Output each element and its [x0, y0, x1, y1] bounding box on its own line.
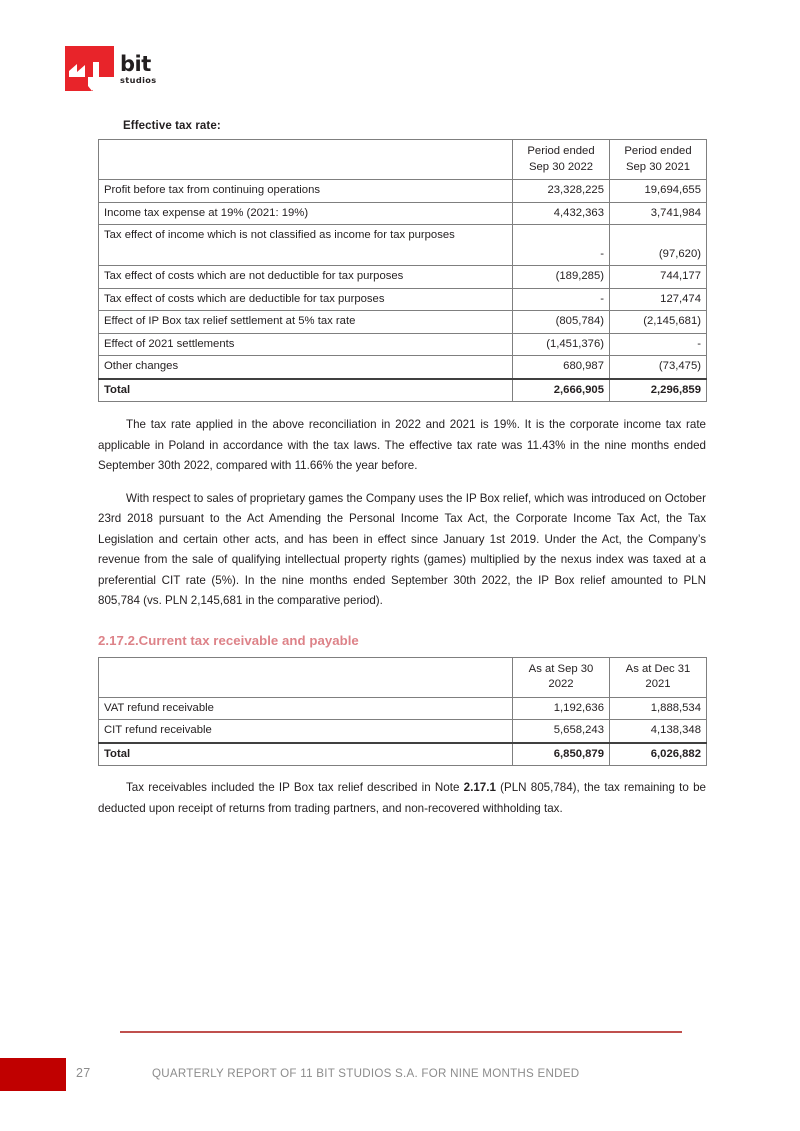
total-value-2021: 6,026,882	[610, 743, 707, 766]
footer-report-title: QUARTERLY REPORT OF 11 BIT STUDIOS S.A. FOR NINE MONTHS ENDED	[152, 1067, 580, 1080]
header-period-2022-line2: Sep 30 2022	[528, 160, 594, 173]
row-value-2021: 3,741,984	[610, 202, 707, 225]
header-as-at-dec-2021-line2: 2021	[645, 678, 671, 690]
row-label: VAT refund receivable	[99, 697, 513, 720]
logo-studios-text: studios	[120, 75, 157, 85]
row-value-2021: 127,474	[610, 288, 707, 311]
row-label: Effect of IP Box tax relief settlement at 5% tax rate	[99, 311, 513, 334]
row-value-2021: -	[610, 333, 707, 356]
table-total-row	[99, 379, 707, 402]
table-header-row	[99, 657, 707, 697]
row-label: Other changes	[99, 356, 513, 379]
note-reference-2-17-1: 2.17.1	[463, 781, 496, 794]
row-value-2022: (1,451,376)	[513, 333, 610, 356]
footer-page-number: 27	[76, 1066, 91, 1080]
table-row	[99, 311, 707, 334]
row-value-2022: -	[513, 225, 610, 266]
total-value-2021: 2,296,859	[610, 379, 707, 402]
row-value-2022: 5,658,243	[513, 720, 610, 743]
current-tax-receivable-table	[98, 657, 707, 767]
table-row	[99, 333, 707, 356]
row-label: Tax effect of costs which are not deductible for tax purposes	[99, 266, 513, 289]
effective-tax-rate-table	[98, 139, 707, 402]
row-value-2021: 1,888,534	[610, 697, 707, 720]
header-period-2022	[513, 140, 610, 180]
table-total-row	[99, 743, 707, 766]
paragraph-ip-box-relief: With respect to sales of proprietary games the Company uses the IP Box relief, which was introduced on October 23rd 2018 pursuant to the Act Amending the Personal Income Tax Act, the Corporate Income Tax Act, the Tax Legislation and certain other acts, and has been in effect since January 1st 2019. Under the Act, the Company’s revenue from the sale of qualifying intellectual property rights (games) multiplied by the nexus index was taxed at a preferential CIT rate (5%). In the nine months ended September 30th 2022, the IP Box relief amounted to PLN 805,784 (vs. PLN 2,145,681 in the comparative period).	[98, 491, 706, 607]
total-label: Total	[99, 379, 513, 402]
table-row	[99, 180, 707, 203]
paragraph-tax-receivables-part1: Tax receivables included the IP Box tax relief described in Note	[126, 781, 464, 794]
total-value-2022: 2,666,905	[513, 379, 610, 402]
row-value-2022: (189,285)	[513, 266, 610, 289]
company-logo	[63, 46, 158, 98]
11-bit-studios-logo-mark	[63, 46, 116, 91]
header-period-2022-line1: Period ended	[527, 145, 595, 157]
row-label: Effect of 2021 settlements	[99, 333, 513, 356]
row-value-2021: 744,177	[610, 266, 707, 289]
row-value-2021: 4,138,348	[610, 720, 707, 743]
header-blank	[99, 140, 513, 180]
logo-wordmark	[120, 52, 168, 85]
table-row	[99, 697, 707, 720]
table-header-row	[99, 140, 707, 180]
logo-bit-text: bit	[120, 52, 151, 76]
row-value-2021: (2,145,681)	[610, 311, 707, 334]
section-heading-2-17-2: 2.17.2.Current tax receivable and payable	[98, 632, 359, 648]
effective-tax-rate-label: Effective tax rate:	[123, 120, 221, 132]
row-value-2021: (73,475)	[610, 356, 707, 379]
table-row	[99, 720, 707, 743]
row-label: Tax effect of income which is not classified as income for tax purposes	[99, 225, 513, 266]
footer-separator-rule	[120, 1031, 682, 1033]
table-row	[99, 202, 707, 225]
row-value-2022: (805,784)	[513, 311, 610, 334]
row-label: Profit before tax from continuing operations	[99, 180, 513, 203]
row-value-2022: 4,432,363	[513, 202, 610, 225]
header-as-at-sep-2022-line2: 2022	[548, 678, 574, 690]
row-value-2022: 23,328,225	[513, 180, 610, 203]
header-period-2021-line2: Sep 30 2021	[625, 160, 691, 173]
row-label: Tax effect of costs which are deductible for tax purposes	[99, 288, 513, 311]
footer-red-block	[0, 1058, 66, 1091]
total-value-2022: 6,850,879	[513, 743, 610, 766]
paragraph-tax-receivables-part2: (PLN 805,784), the tax remaining to be deducted upon receipt of returns from trading partners, and non-recovered withholding tax.	[98, 781, 706, 815]
header-as-at-dec-2021	[610, 657, 707, 697]
table-row	[99, 266, 707, 289]
row-value-2022: -	[513, 288, 610, 311]
header-as-at-sep-2022-line1: As at Sep 30	[528, 662, 594, 675]
header-period-2021-line1: Period ended	[624, 145, 692, 157]
header-as-at-dec-2021-line1: As at Dec 31	[625, 662, 691, 675]
paragraph-tax-receivables	[98, 778, 706, 819]
row-value-2021: (97,620)	[610, 225, 707, 266]
header-blank	[99, 657, 513, 697]
header-as-at-sep-2022	[513, 657, 610, 697]
table-row	[99, 288, 707, 311]
table-row	[99, 356, 707, 379]
row-value-2021: 19,694,655	[610, 180, 707, 203]
header-period-2021	[610, 140, 707, 180]
row-value-2022: 1,192,636	[513, 697, 610, 720]
row-value-2022: 680,987	[513, 356, 610, 379]
total-label: Total	[99, 743, 513, 766]
row-label: Income tax expense at 19% (2021: 19%)	[99, 202, 513, 225]
paragraph-tax-rate: The tax rate applied in the above reconciliation in 2022 and 2021 is 19%. It is the corporate income tax rate applicable in Poland in accordance with the tax laws. The effective tax rate was 11.43% in the nine months ended September 30th 2022, compared with 11.66% the year before.	[98, 418, 706, 472]
page-content	[98, 120, 706, 819]
row-label: CIT refund receivable	[99, 720, 513, 743]
table-row	[99, 225, 707, 266]
